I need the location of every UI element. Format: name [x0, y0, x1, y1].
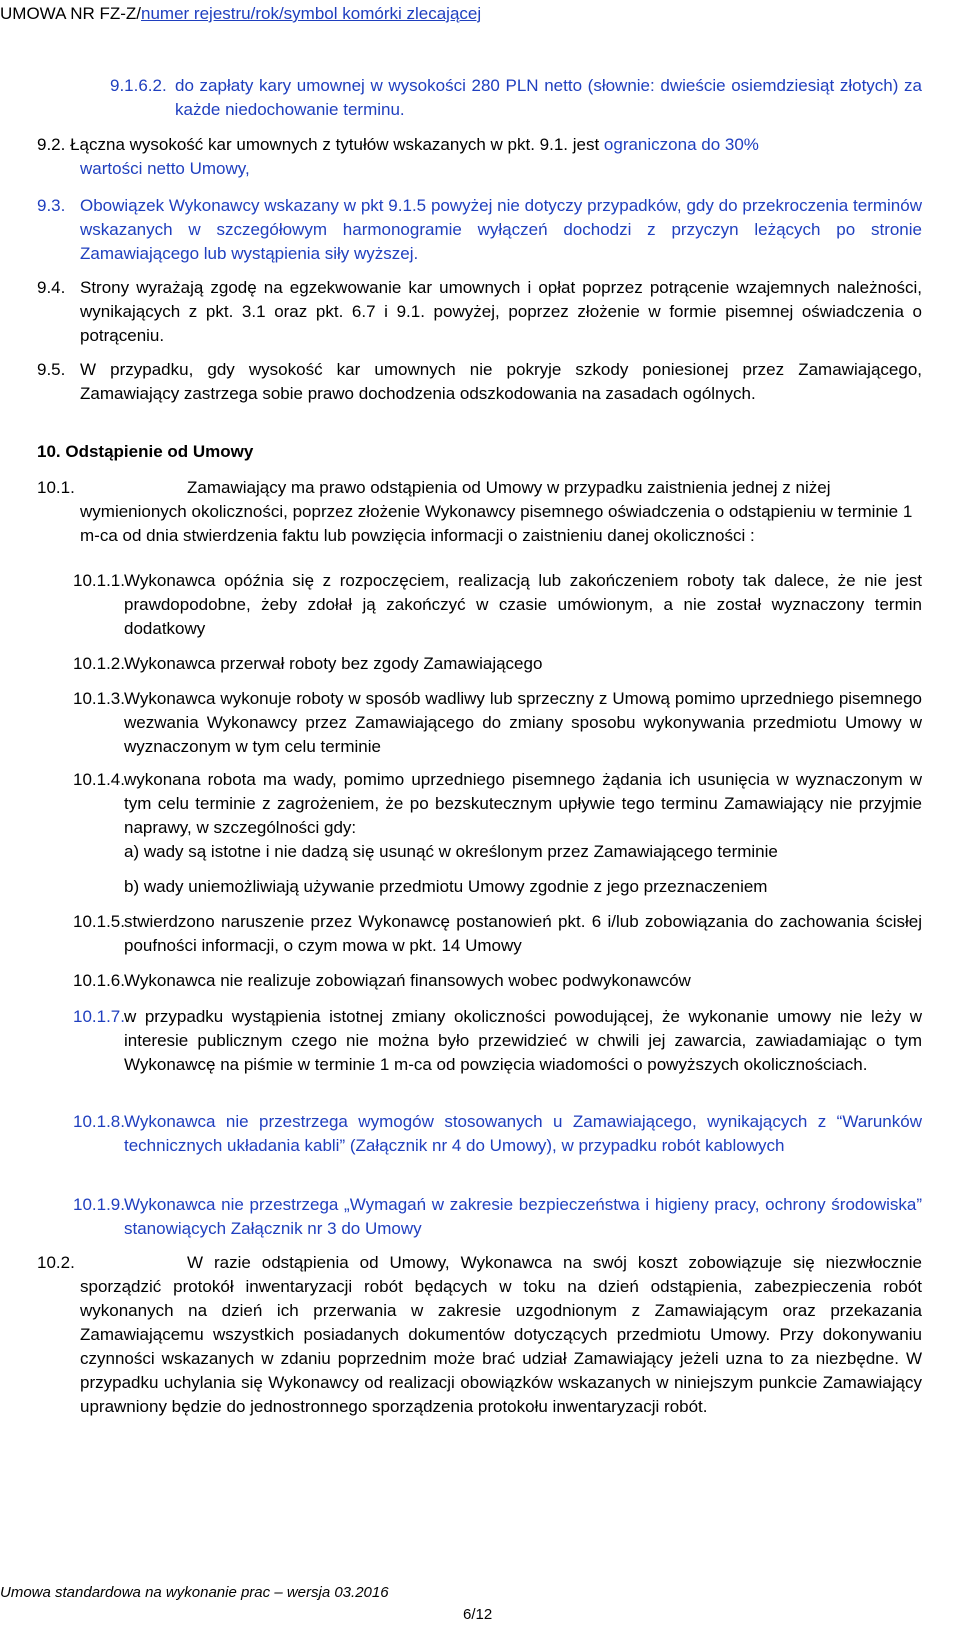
clause-text: Obowiązek Wykonawcy wskazany w pkt 9.1.5 powyżej nie dotyczy przypadków, gdy do przekroczenia terminów wskazanych w szczegółowym harmonogramie wyłączeń dochodzi z przyczyn leżących po stronie Zamawiającego lub wystąpienia siły wyższej.: [80, 196, 922, 263]
clause-text: Wykonawca nie przestrzega wymogów stosowanych u Zamawiającego, wynikających z “Warunków technicznych układania kabli” (Załącznik nr 4 do Umowy), w przypadku robót kablowych: [124, 1112, 922, 1155]
clause-text: Strony wyrażają zgodę na egzekwowanie kar umownych i opłat poprzez potrącenie wzajemnych należności, wynikających z pkt. 3.1 oraz pkt. 6.7 i 9.1. powyżej, poprzez złożenie w formie pisemnej oświadczenia o potrąceniu.: [80, 278, 922, 345]
clause-10-1-4-b: b) wady uniemożliwiają używanie przedmiotu Umowy zgodnie z jego przeznaczeniem: [124, 877, 768, 896]
section-10-heading: 10. Odstąpienie od Umowy: [37, 442, 254, 461]
clause-10-1-3: [73, 687, 922, 759]
clause-number: 10.1.9.: [73, 1195, 125, 1214]
page-header: [0, 4, 481, 24]
clause-number: 10.1.6.: [73, 971, 125, 990]
header-placeholder-link[interactable]: numer rejestru/rok/symbol komórki zlecającej: [141, 4, 482, 23]
clause-number: 10.1.2.: [73, 654, 125, 673]
clause-number: 10.1.8.: [73, 1112, 125, 1131]
clause-number: 10.1.: [37, 478, 75, 497]
clause-text: Zamawiający ma prawo odstąpienia od Umowy w przypadku zaistnienia jednej z niżej wymienionych okoliczności, poprzez złożenie Wykonawcy pisemnego oświadczenia o odstąpieniu w terminie 1 m-ca od dnia stwierdzenia faktu lub powzięcia informacji o zaistnieniu danej okoliczności :: [80, 478, 913, 545]
clause-9-2-line-1: [37, 133, 759, 157]
clause-text: Wykonawca nie realizuje zobowiązań finansowych wobec podwykonawców: [124, 971, 691, 990]
clause-text: W razie odstąpienia od Umowy, Wykonawca na swój koszt zobowiązuje się niezwłocznie sporządzić protokół inwentaryzacji robót będących w toku na dzień odstąpienia, zabezpieczenia robót wykonanych na dzień ich przerwania w zakresie uzgodnionym z Zamawiającym oraz przekazania Zamawiającemu wszystkich posiadanych dokumentów dotyczących przedmiotu Umowy. Przy dokonywaniu czynności wskazanych w zdaniu poprzednim może brać udział Zamawiający jeżeli uzna to za niezbędne. W przypadku uchylania się Wykonawcy od realizacji obowiązków wskazanych w niniejszym punkcie Zamawiający uprawniony będzie do jednostronnego sporządzenia protokołu inwentaryzacji robót.: [80, 1253, 922, 1416]
clause-number: 9.4.: [37, 278, 66, 297]
clause-10-1: [37, 476, 922, 548]
clause-10-1-8: [73, 1110, 922, 1158]
clause-text: Wykonawca nie przestrzega „Wymagań w zakresie bezpieczeństwa i higieny pracy, ochrony środowiska” stanowiących Załącznik nr 3 do Umowy: [124, 1195, 922, 1238]
footer-document-version: Umowa standardowa na wykonanie prac – wersja 03.2016: [0, 1584, 389, 1601]
clause-text: do zapłaty kary umownej w wysokości 280 PLN netto (słownie: dwieście osiemdziesiąt złotych) za każde niedochowanie terminu.: [175, 76, 922, 119]
clause-number: 9.1.6.2.: [110, 76, 167, 95]
clause-9-2-line-2: wartości netto Umowy,: [80, 159, 250, 178]
clause-10-1-6: [73, 969, 922, 993]
footer-page-number: 6/12: [463, 1606, 493, 1623]
clause-number: 10.1.5.: [73, 912, 125, 931]
clause-text: Wykonawca opóźnia się z rozpoczęciem, realizacją lub zakończeniem roboty tak dalece, że nie jest prawdopodobne, żeby zdołał ją zakończyć w czasie umówionym, a nie został wyznaczony termin dodatkowy: [124, 571, 922, 638]
clause-number: 10.2.: [37, 1253, 75, 1272]
clause-text-highlight: ograniczona do 30%: [603, 135, 759, 154]
clause-text: w przypadku wystąpienia istotnej zmiany okoliczności powodującej, że wykonanie umowy nie leży w interesie publicznym czego nie można było przewidzieć w chwili jej zawarcia, zawiadamiając o tym Wykonawcę na piśmie w terminie 1 m-ca od powzięcia wiadomości o powyższych okolicznościach.: [124, 1007, 922, 1074]
clause-number: 9.5.: [37, 360, 66, 379]
clause-10-1-9: [73, 1193, 922, 1241]
clause-text: Wykonawca wykonuje roboty w sposób wadliwy lub sprzeczny z Umową pomimo uprzedniego pisemnego wezwania Wykonawcy przez Zamawiającego do zmiany sposobu wykonywania przedmiotu Umowy w wyznaczonym w tym celu terminie: [124, 689, 922, 756]
clause-10-1-4: [73, 768, 922, 840]
clause-text: W przypadku, gdy wysokość kar umownych nie pokryje szkody poniesionej przez Zamawiającego, Zamawiający zastrzega sobie prawo dochodzenia odszkodowania na zasadach ogólnych.: [80, 360, 922, 403]
clause-9-1-6-2: [110, 74, 922, 122]
clause-10-1-1: [73, 569, 922, 641]
clause-number: 10.1.7.: [73, 1007, 125, 1026]
clause-10-1-5: [73, 910, 922, 958]
clause-number: 10.1.1.: [73, 571, 125, 590]
clause-number: 10.1.3.: [73, 689, 125, 708]
clause-10-1-7: [73, 1005, 922, 1077]
clause-9-4: [37, 276, 922, 348]
clause-9-3: [37, 194, 922, 266]
clause-10-1-4-a: a) wady są istotne i nie dadzą się usunąć w określonym przez Zamawiającego terminie: [124, 842, 778, 861]
clause-text: Wykonawca przerwał roboty bez zgody Zamawiającego: [124, 654, 543, 673]
clause-10-1-2: [73, 652, 922, 676]
clause-text: stwierdzono naruszenie przez Wykonawcę postanowień pkt. 6 i/lub zobowiązania do zachowania ścisłej poufności informacji, o czym mowa w pkt. 14 Umowy: [124, 912, 922, 955]
clause-9-5: [37, 358, 922, 406]
header-contract-number: UMOWA NR FZ-Z/: [0, 4, 142, 23]
clause-number: 9.3.: [37, 196, 66, 215]
clause-number: 10.1.4.: [73, 770, 125, 789]
clause-text: 9.2. Łączna wysokość kar umownych z tytułów wskazanych w pkt. 9.1. jest: [37, 135, 604, 154]
clause-text: wykonana robota ma wady, pomimo uprzedniego pisemnego żądania ich usunięcia w wyznaczonym w tym celu terminie z zagrożeniem, że po bezskutecznym upływie tego terminu Zamawiający nie przyjmie naprawy, w szczególności gdy:: [124, 770, 922, 837]
clause-10-2: [37, 1251, 922, 1419]
